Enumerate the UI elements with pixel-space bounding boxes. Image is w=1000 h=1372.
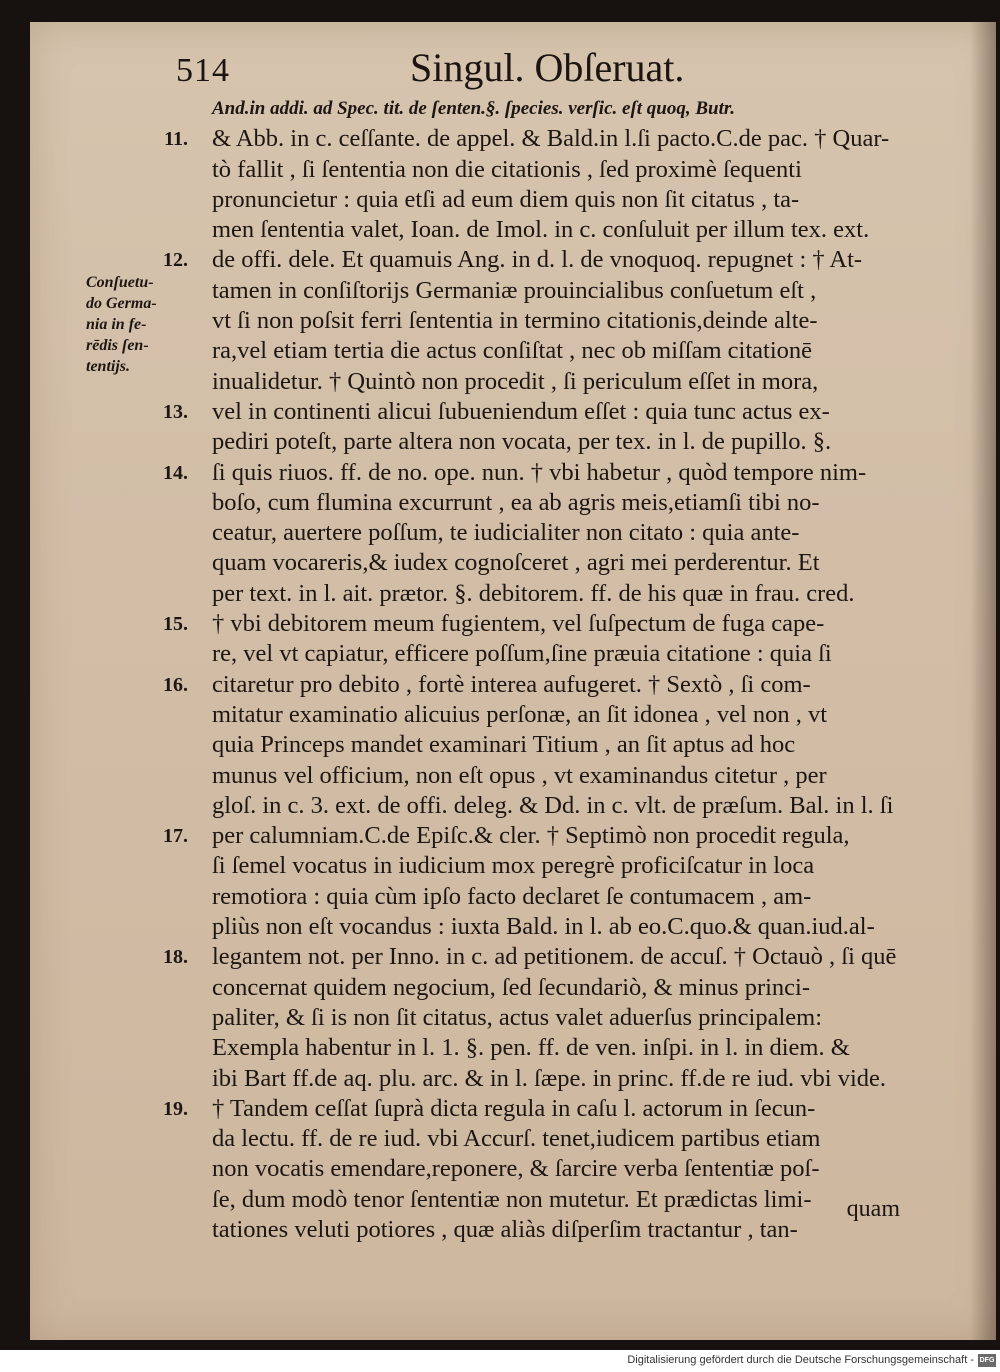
text-line: [150, 1094, 910, 1124]
text-line: [150, 155, 910, 185]
text-line: [150, 609, 910, 639]
text-line: [150, 942, 910, 972]
line-text: & Abb. in c. ceſſante. de appel. & Bald.in l.ſi pacto.C.de pac. † Quar-: [212, 125, 890, 153]
catchword: quam: [846, 1196, 900, 1222]
text-line: [150, 882, 910, 912]
text-line: [150, 458, 910, 488]
marginal-note-line: tentijs.: [86, 358, 131, 375]
line-text: † Tandem ceſſat ſuprà dicta regula in caſu l. actorum in ſecun-: [212, 1094, 816, 1122]
text-line: [150, 1215, 910, 1245]
line-text: de offi. dele. Et quamuis Ang. in d. l. de vnoquoq. repugnet : † At-: [212, 246, 863, 274]
line-text: pliùs non eſt vocandus : iuxta Bald. in l. ab eo.C.quo.& quan.iud.al-: [212, 913, 875, 941]
line-text: gloſ. in c. 3. ext. de offi. deleg. & Dd. in c. vlt. de præſum. Bal. in l. ſi: [212, 791, 894, 819]
text-line: [150, 1154, 910, 1184]
text-line: [150, 851, 910, 881]
text-line: [150, 397, 910, 427]
text-line: [150, 730, 910, 760]
text-line: [150, 1124, 910, 1154]
spine-shadow: [970, 22, 996, 1340]
line-text: non vocatis emendare,reponere, & ſarcire verba ſententiæ poſ-: [212, 1155, 820, 1183]
line-text: † vbi debitorem meum fugientem, vel ſuſpectum de fuga cape-: [212, 610, 825, 638]
text-line: [150, 670, 910, 700]
line-text: inualidetur. † Quintò non procedit , ſi periculum eſſet in mora,: [212, 367, 819, 395]
paragraph-number: 15.: [163, 613, 188, 636]
line-text: munus vel officium, non eſt opus , vt examinandus citetur , per: [212, 761, 827, 789]
running-head: Singul. Obſeruat.: [410, 45, 685, 90]
text-line: [150, 518, 910, 548]
text-line: [150, 912, 910, 942]
paragraph-number: 13.: [163, 400, 188, 423]
line-text: And.in addi. ad Spec. tit. de ſenten.§. ſpecies. verſic. eſt quoq, Butr.: [212, 98, 735, 119]
text-line: [150, 215, 910, 245]
page-number: 514: [176, 52, 230, 89]
text-line: [150, 1033, 910, 1063]
paragraph-number: 12.: [163, 249, 188, 272]
text-line: [150, 973, 910, 1003]
paragraph-number: 16.: [163, 673, 188, 696]
line-text: Exempla habentur in l. 1. §. pen. ff. de ven. inſpi. in l. in diem. &: [212, 1034, 850, 1062]
line-text: boſo, cum flumina excurrunt , ea ab agris meis,etiamſi tibi no-: [212, 488, 820, 516]
digitization-footer: [0, 1350, 1000, 1372]
line-text: vt ſi non poſsit ferri ſententia in termino citationis,deinde alte-: [212, 307, 818, 335]
line-text: ibi Bart ff.de aq. plu. arc. & in l. ſæpe. in princ. ff.de re iud. vbi vide.: [212, 1064, 887, 1092]
line-text: per text. in l. ait. prætor. §. debitorem. ff. de his quæ in frau. cred.: [212, 579, 855, 607]
footer-credit: Digitalisierung gefördert durch die Deutsche Forschungsgemeinschaft -: [627, 1354, 974, 1366]
text-line: [150, 548, 910, 578]
line-text: da lectu. ff. de re iud. vbi Accurſ. tenet,iudicem partibus etiam: [212, 1125, 821, 1153]
text-line: [150, 1185, 910, 1215]
text-line: [150, 124, 910, 154]
line-text: ra,vel etiam tertia die actus conſiſtat , nec ob miſſam citationē: [212, 337, 813, 365]
marginal-note-line: do Germa-: [86, 295, 157, 312]
line-text: ſi quis riuos. ff. de no. ope. nun. † vbi habetur , quòd tempore nim-: [212, 458, 867, 486]
line-text: ſe, dum modò tenor ſententiæ non mutetur. Et prædictas limi-: [212, 1185, 812, 1213]
paragraph-number: 14.: [163, 461, 188, 484]
text-line: [150, 306, 910, 336]
text-line: [150, 639, 910, 669]
text-line: [150, 276, 910, 306]
text-line: [150, 1003, 910, 1033]
text-line: [150, 791, 910, 821]
text-line: [150, 579, 910, 609]
line-text: quia Princeps mandet examinari Titium , an ſit aptus ad hoc: [212, 731, 796, 759]
line-text: concernat quidem negocium, ſed ſecundariò, & minus princi-: [212, 973, 811, 1001]
text-line: [150, 367, 910, 397]
line-text: pronuncietur : quia etſi ad eum diem quis non ſit citatus , ta-: [212, 185, 800, 213]
text-line: [150, 700, 910, 730]
line-text: men ſententia valet, Ioan. de Imol. in c. conſuluit per illum tex. ext.: [212, 216, 870, 244]
line-text: per calumniam.C.de Epiſc.& cler. † Septimò non procedit regula,: [212, 822, 850, 850]
text-line: [150, 488, 910, 518]
text-line: [150, 245, 910, 275]
marginal-note-line: rēdis ſen-: [86, 337, 149, 354]
line-text: paliter, & ſi is non ſit citatus, actus valet aduerſus principalem:: [212, 1003, 822, 1031]
line-text: citaretur pro debito , fortè interea aufugeret. † Sextò , ſi com-: [212, 670, 811, 698]
paragraph-number: 11.: [164, 128, 188, 151]
text-line: [150, 821, 910, 851]
text-line: [150, 94, 910, 124]
line-text: ceatur, auertere poſſum, te iudicialiter non citato : quia ante-: [212, 519, 800, 547]
line-text: tamen in conſiſtorijs Germaniæ prouincialibus conſuetum eſt ,: [212, 276, 817, 304]
text-line: [150, 1064, 910, 1094]
paragraph-number: 17.: [163, 825, 188, 848]
paragraph-number: 19.: [163, 1097, 188, 1120]
text-line: [150, 185, 910, 215]
text-line: [150, 336, 910, 366]
line-text: remotiora : quia cùm ipſo facto declaret ſe contumacem , am-: [212, 882, 812, 910]
text-line: [150, 761, 910, 791]
line-text: mitatur examinatio alicuius perſonæ, an ſit idonea , vel non , vt: [212, 700, 828, 728]
line-text: quam vocareris,& iudex cognoſceret , agri mei perderentur. Et: [212, 549, 820, 577]
line-text: ſi ſemel vocatus in iudicium mox peregrè proficiſcatur in loca: [212, 852, 815, 880]
line-text: legantem not. per Inno. in c. ad petitionem. de accuſ. † Octauò , ſi quē: [212, 943, 897, 971]
dfg-logo: DFG: [978, 1354, 996, 1367]
line-text: vel in continenti alicui ſubueniendum eſſet : quia tunc actus ex-: [212, 397, 830, 425]
line-text: tò fallit , ſi ſententia non die citationis , ſed proximè ſequenti: [212, 155, 802, 183]
paragraph-number: 18.: [163, 946, 188, 969]
marginal-note-line: Conſuetu-: [86, 274, 154, 291]
line-text: tationes veluti potiores , quæ aliàs diſperſim tractantur , tan-: [212, 1215, 798, 1243]
marginal-note-line: nia in fe-: [86, 316, 147, 333]
line-text: pediri poteſt, parte altera non vocata, per tex. in l. de pupillo. §.: [212, 428, 832, 456]
body-text: [150, 94, 910, 1245]
text-line: [150, 427, 910, 457]
line-text: re, vel vt capiatur, efficere poſſum,ſine præuia citatione : quia ſi: [212, 640, 832, 668]
